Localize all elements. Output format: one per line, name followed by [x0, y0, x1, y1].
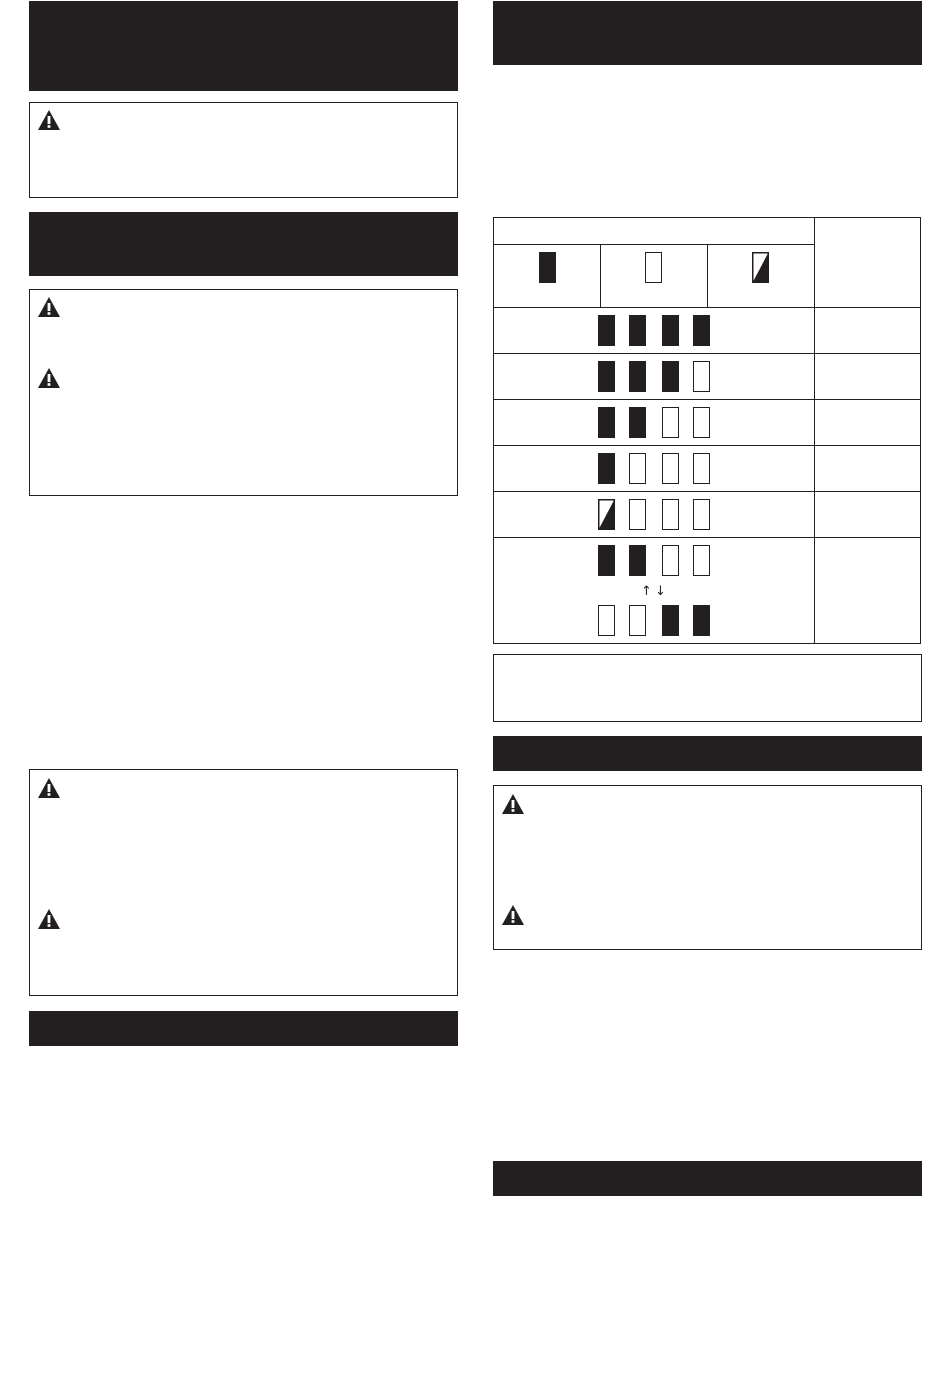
section-header-bar	[29, 1011, 458, 1046]
warning-box	[493, 785, 922, 950]
indicator-lamp-lit	[693, 605, 710, 636]
indicator-lamp-lit	[598, 407, 615, 438]
indicator-lamp-lit	[598, 545, 615, 576]
indicator-lamp-off	[693, 407, 710, 438]
indicator-lamp-off	[598, 605, 615, 636]
section-header-bar	[493, 1161, 922, 1196]
table-divider	[814, 218, 815, 643]
warning-box	[29, 289, 458, 496]
table-divider	[494, 491, 920, 492]
table-divider	[494, 399, 920, 400]
table-divider	[494, 445, 920, 446]
table-divider	[600, 244, 601, 307]
warning-box	[29, 102, 458, 198]
section-header-bar	[29, 1, 458, 91]
warning-triangle-icon	[501, 904, 525, 926]
indicator-lamp-off	[629, 453, 646, 484]
note-box	[493, 654, 922, 722]
indicator-lamp-lit	[629, 407, 646, 438]
indicator-lamp-lit	[662, 361, 679, 392]
indicator-lamp-lit	[662, 315, 679, 346]
legend-blinking-icon	[752, 252, 769, 283]
warning-triangle-icon	[501, 793, 525, 815]
indicator-lamp-off	[662, 407, 679, 438]
indicator-lamp-lit	[598, 361, 615, 392]
table-divider	[707, 244, 708, 307]
indicator-lamp-off	[693, 453, 710, 484]
indicator-lamp-lit	[629, 361, 646, 392]
indicator-lamp-off	[693, 361, 710, 392]
table-divider	[494, 537, 920, 538]
section-header-bar	[29, 212, 458, 276]
indicator-lamp-off	[629, 605, 646, 636]
warning-triangle-icon	[37, 367, 61, 389]
battery-indicator-table	[493, 217, 921, 644]
indicator-lamp-off	[629, 499, 646, 530]
indicator-lamp-off	[693, 545, 710, 576]
section-header-bar	[493, 1, 922, 65]
indicator-lamp-blinking	[598, 499, 615, 530]
table-divider	[494, 307, 920, 308]
indicator-lamp-lit	[693, 315, 710, 346]
section-header-bar	[493, 736, 922, 771]
warning-triangle-icon	[37, 109, 61, 131]
indicator-lamp-off	[693, 499, 710, 530]
indicator-lamp-off	[662, 453, 679, 484]
warning-triangle-icon	[37, 777, 61, 799]
legend-lit-icon	[539, 252, 556, 283]
indicator-lamp-lit	[662, 605, 679, 636]
arrow-down-icon: ↓	[655, 584, 666, 599]
table-divider	[494, 244, 814, 245]
warning-triangle-icon	[37, 296, 61, 318]
indicator-lamp-lit	[629, 545, 646, 576]
legend-off-icon	[645, 252, 662, 283]
indicator-lamp-off	[662, 545, 679, 576]
warning-box	[29, 769, 458, 996]
arrow-up-icon: ↑	[641, 584, 652, 599]
warning-triangle-icon	[37, 908, 61, 930]
table-divider	[494, 353, 920, 354]
indicator-lamp-off	[662, 499, 679, 530]
indicator-lamp-lit	[629, 315, 646, 346]
indicator-lamp-lit	[598, 453, 615, 484]
indicator-lamp-lit	[598, 315, 615, 346]
